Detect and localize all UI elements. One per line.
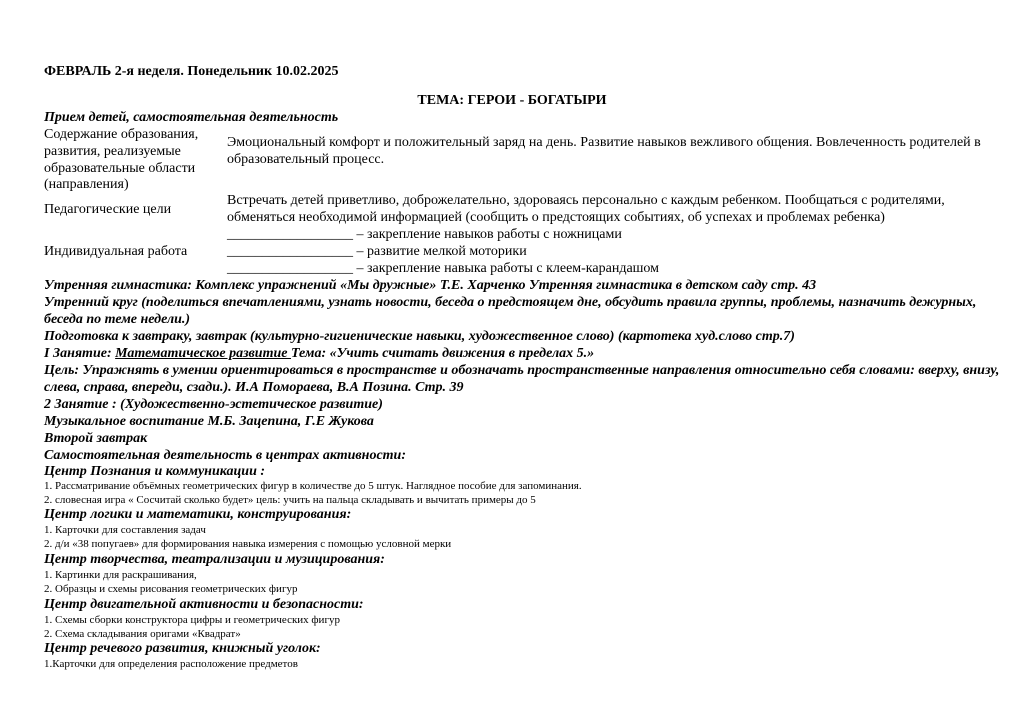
theme-title	[0, 93, 1024, 109]
gymnastics-line: Утренняя гимнастика: Комплекс упражнений «Мы дружные» Т.Е. Харченко Утренняя гимнастика в детском саду стр. 43	[44, 278, 817, 293]
individual-item: __________________ – закрепление навыков работы с ножницами	[227, 227, 622, 242]
center-item: 1. Рассматривание объёмных геометрических фигур в количестве до 5 штук. Наглядное пособие для запоминания.	[44, 480, 582, 492]
independent-heading: Самостоятельная деятельность в центрах активности:	[44, 448, 406, 463]
center-item: 1. Картинки для раскрашивания,	[44, 569, 197, 581]
center-item: 1. Карточки для составления задач	[44, 524, 206, 536]
center-item: 2. словесная игра « Сосчитай сколько будет» цель: учить на пальца складывать и вычитать примеры до 5	[44, 494, 536, 506]
lesson-2: 2 Занятие : (Художественно-эстетическое развитие)	[44, 397, 383, 412]
content-value: Эмоциональный комфорт и положительный заряд на день. Развитие навыков вежливого общения. Вовлеченность родителей в образовательный процесс.	[227, 135, 981, 167]
date-line: ФЕВРАЛЬ 2-я неделя. Понедельник 10.02.2025	[44, 64, 339, 79]
music-line: Музыкальное воспитание М.Б. Зацепина, Г.Е Жукова	[44, 414, 374, 429]
individual-item: __________________ – закрепление навыка работы с клеем-карандашом	[227, 261, 660, 276]
center-item: 2. д/и «38 попугаев» для формирования навыка измерения с помощью условной мерки	[44, 538, 452, 550]
breakfast-prep: Подготовка к завтраку, завтрак (культурно-гигиенические навыки, художественное слово) (картотека худ.слово стр.7)	[44, 329, 795, 344]
center-title: Центр Познания и коммуникации :	[44, 464, 266, 479]
center-title: Центр логики и математики, конструирования:	[44, 507, 352, 522]
center-item: 2. Образцы и схемы рисования геометрических фигур	[44, 583, 298, 595]
individual-label: Индивидуальная работа	[44, 244, 188, 259]
reception-heading: Прием детей, самостоятельная деятельность	[44, 110, 339, 125]
lesson-1	[44, 346, 1004, 363]
individual-item: __________________ – развитие мелкой моторики	[227, 244, 527, 259]
center-title: Центр двигательной активности и безопасности:	[44, 597, 364, 612]
center-item: 1.Карточки для определения расположение предметов	[44, 658, 298, 670]
theme-text: ТЕМА: ГЕРОИ - БОГАТЫРИ	[417, 93, 607, 108]
goals-label: Педагогические цели	[44, 202, 172, 217]
morning-circle: Утренний круг (поделиться впечатлениями, узнать новости, беседа о предстоящем дне, обсудить правила группы, проблемы, назначить дежурных, беседа по теме недели.)	[44, 295, 977, 327]
second-breakfast: Второй завтрак	[44, 431, 148, 446]
center-item: 2. Схема складывания оригами «Квадрат»	[44, 628, 241, 640]
lesson-1-theme: Тема: «Учить считать движения в пределах 5.»	[290, 346, 595, 361]
lesson-1-prefix: I Занятие:	[44, 346, 116, 361]
lesson-goal: Цель: Упражнять в умении ориентироваться в пространстве и обозначать пространственные направления относительно себя словами: вверху, внизу, слева, справа, впереди, сзади.). И.А Помораева, В.А Позина. Стр. 39	[44, 363, 1000, 395]
center-item: 1. Схемы сборки конструктора цифры и геометрических фигур	[44, 614, 340, 626]
center-title: Центр творчества, театрализации и музицирования:	[44, 552, 385, 567]
goals-value: Встречать детей приветливо, доброжелательно, здороваясь персонально с каждым ребенком. Пообщаться с родителями, обменяться необходимой информацией (сообщить о предстоящих событиях, об успехах и проблемах ребенка)	[227, 193, 945, 225]
center-title: Центр речевого развития, книжный уголок:	[44, 641, 321, 656]
lesson-1-subject: Математическое развитие	[115, 346, 291, 361]
content-label: Содержание образования, развития, реализуемые образовательные области (направления)	[44, 127, 199, 193]
